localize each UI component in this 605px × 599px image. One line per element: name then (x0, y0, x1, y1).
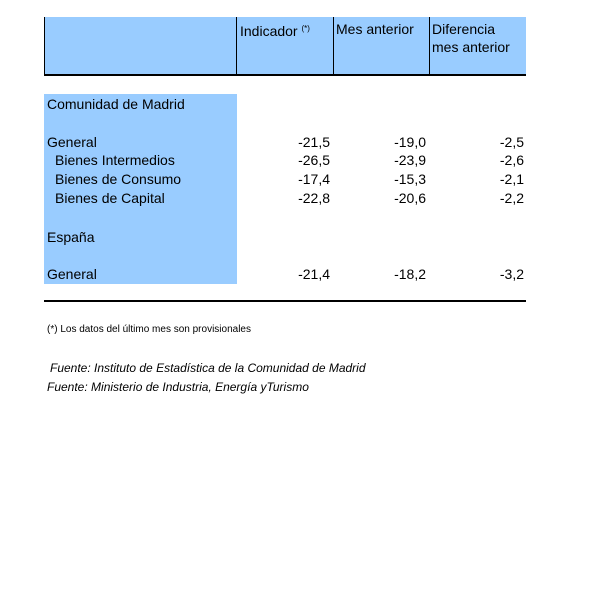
row-diferencia: -2,5 (499, 134, 524, 150)
row-indicador: -22,8 (298, 190, 330, 206)
source-line: Fuente: Instituto de Estadística de la Comunidad de Madrid (50, 361, 366, 375)
header-divider-1 (236, 17, 237, 75)
row-diferencia: -2,2 (499, 190, 524, 206)
row-mes-anterior: -15,3 (394, 171, 426, 187)
footnote: (*) Los datos del último mes son provisionales (47, 324, 251, 335)
table-bottom-rule (44, 300, 526, 302)
row-diferencia: -2,1 (499, 171, 524, 187)
row-mes-anterior: -18,2 (394, 266, 426, 282)
row-diferencia: -2,6 (499, 152, 524, 168)
row-mes-anterior: -20,6 (394, 190, 426, 206)
row-diferencia: -3,2 (499, 266, 524, 282)
row-label: General (47, 266, 97, 282)
header-divider-left (44, 17, 45, 75)
header-bottom-rule (44, 74, 526, 76)
header-indicador (240, 22, 310, 40)
header-indicador-note: (*) (301, 24, 310, 33)
row-indicador: -21,4 (298, 266, 330, 282)
header-divider-2 (333, 17, 334, 75)
row-indicador: -21,5 (298, 134, 330, 150)
section-title: Comunidad de Madrid (47, 96, 185, 112)
row-label: Bienes de Capital (55, 190, 165, 206)
row-label: Bienes de Consumo (55, 171, 182, 187)
header-divider-3 (429, 17, 430, 75)
section-title: España (47, 229, 95, 245)
row-mes-anterior: -19,0 (394, 134, 426, 150)
header-indicador-label: Indicador (240, 23, 298, 39)
row-label: General (47, 134, 97, 150)
row-label: Bienes Intermedios (55, 152, 175, 168)
row-indicador: -17,4 (298, 171, 330, 187)
row-indicador: -26,5 (298, 152, 330, 168)
row-mes-anterior: -23,9 (394, 152, 426, 168)
header-diferencia: Diferencia mes anterior (432, 21, 510, 55)
header-mes-anterior: Mes anterior (336, 21, 414, 37)
source-line: Fuente: Ministerio de Industria, Energía yTurismo (47, 380, 309, 394)
